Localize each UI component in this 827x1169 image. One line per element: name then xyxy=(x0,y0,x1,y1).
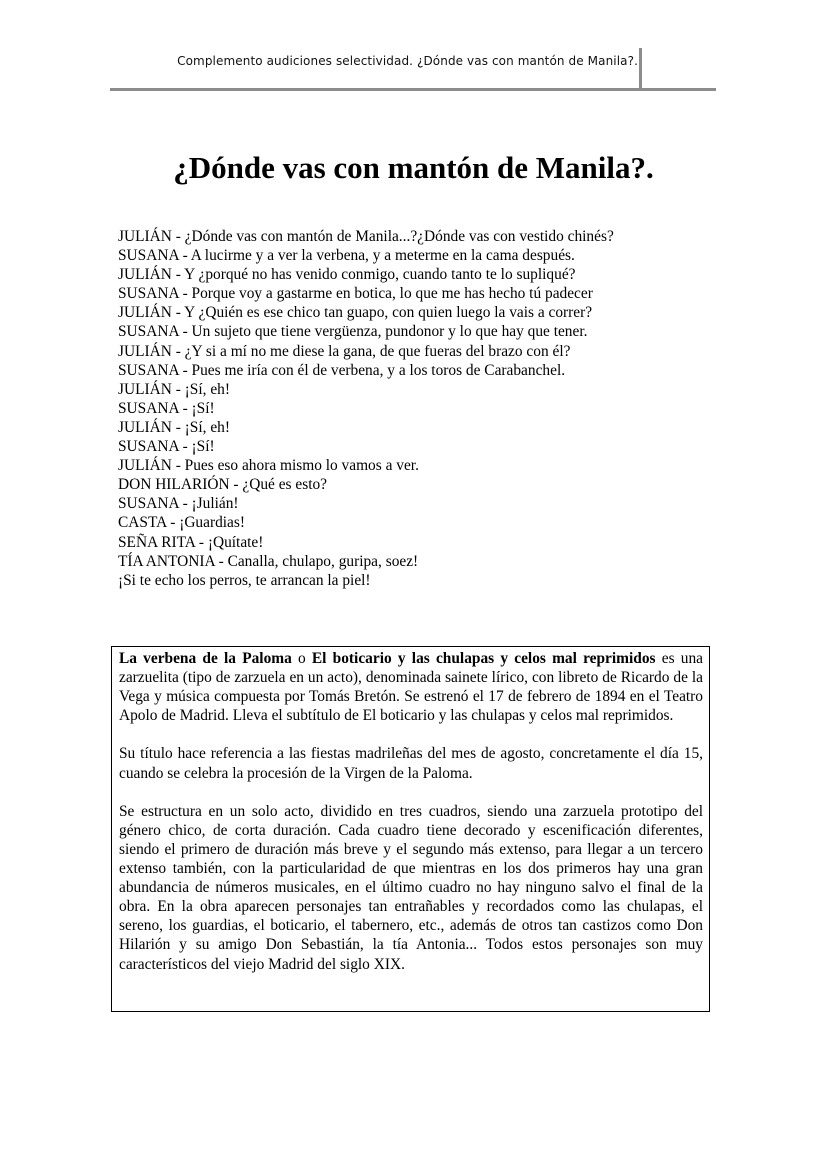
info-paragraph-2: Su título hace referencia a las fiestas madrileñas del mes de agosto, concretamente el día 15, cuando se celebra la procesión de la Virgen de la Paloma. xyxy=(119,745,703,782)
bold-work-title: La verbena de la Paloma xyxy=(119,650,292,667)
header-vertical-rule xyxy=(639,48,642,91)
dialogue-line: SUSANA - ¡Julián! xyxy=(118,495,239,513)
dialogue-line: SUSANA - A lucirme y a ver la verbena, y a meterme en la cama después. xyxy=(118,247,575,265)
dialogue-line: DON HILARIÓN - ¿Qué es esto? xyxy=(118,476,327,494)
dialogue-block xyxy=(118,227,614,590)
dialogue-line: CASTA - ¡Guardias! xyxy=(118,514,246,532)
dialogue-line: JULIÁN - Y ¿Quién es ese chico tan guapo, con quien luego la vais a correr? xyxy=(118,304,593,322)
dialogue-line: JULIÁN - ¡Sí, eh! xyxy=(118,380,230,398)
dialogue-line: SUSANA - ¡Sí! xyxy=(118,399,215,417)
dialogue-line: TÍA ANTONIA - Canalla, chulapo, guripa, soez! xyxy=(118,552,419,570)
dialogue-line: SUSANA - Un sujeto que tiene vergüenza, pundonor y lo que hay que tener. xyxy=(118,323,588,341)
dialogue-line: SEÑA RITA - ¡Quítate! xyxy=(118,533,264,551)
dialogue-line: JULIÁN - Pues eso ahora mismo lo vamos a ver. xyxy=(118,457,419,475)
bold-alt-title: El boticario y las chulapas y celos mal reprimidos xyxy=(311,650,656,667)
dialogue-line: SUSANA - Porque voy a gastarme en botica, lo que me has hecho tú padecer xyxy=(118,285,593,303)
info-paragraph-1 xyxy=(119,649,703,725)
info-paragraph-1-text: es una zarzuelita (tipo de zarzuela en un acto), denominada sainete lírico, con libreto de Ricardo de la Vega y música compuesta por Tomás Bretón. Se estrenó el 17 de febrero de 1894 en el Teatro Apolo de Madrid. Lleva el subtítulo de El boticario y las chulapas y celos mal reprimidos. xyxy=(119,650,703,725)
dialogue-line: SUSANA - ¡Sí! xyxy=(118,438,215,456)
dialogue-line: JULIÁN - ¡Sí, eh! xyxy=(118,418,230,436)
dialogue-line: JULIÁN - ¿Y si a mí no me diese la gana, de que fueras del brazo con él? xyxy=(118,342,571,360)
info-paragraph-3: Se estructura en un solo acto, dividido en tres cuadros, siendo una zarzuela prototipo del género chico, de corta duración. Cada cuadro tiene decorado y escenificación diferentes, siendo el primero de duración más breve y el segundo más extenso, para llegar a un tercero extenso también, con la particularidad de que mientras en los dos primeros hay una gran abundancia de números musicales, en el último cuadro no hay ninguno salvo el final de la obra. En la obra aparecen personajes tan entrañables y recordados como las chulapas, el sereno, los guardias, el boticario, el tabernero, etc., además de otros tan castizos como Don Hilarión y su amigo Don Sebastián, la tía Antonia... Todos estos personajes son muy característicos del viejo Madrid del siglo XIX. xyxy=(119,802,703,973)
dialogue-line: JULIÁN - Y ¿porqué no has venido conmigo, cuando tanto te lo supliqué? xyxy=(118,266,576,284)
title-connector: o xyxy=(291,650,312,667)
running-header-title: Complemento audiciones selectividad. ¿Dónde vas con mantón de Manila?. xyxy=(177,54,638,68)
header-horizontal-rule xyxy=(110,88,716,91)
dialogue-line: ¡Si te echo los perros, te arrancan la piel! xyxy=(118,571,371,589)
page-header xyxy=(110,48,716,90)
dialogue-line: JULIÁN - ¿Dónde vas con mantón de Manila...?¿Dónde vas con vestido chinés? xyxy=(118,228,614,245)
info-box xyxy=(111,646,710,1012)
dialogue-line: SUSANA - Pues me iría con él de verbena, y a los toros de Carabanchel. xyxy=(118,361,566,379)
page-title: ¿Dónde vas con mantón de Manila?. xyxy=(173,150,654,185)
